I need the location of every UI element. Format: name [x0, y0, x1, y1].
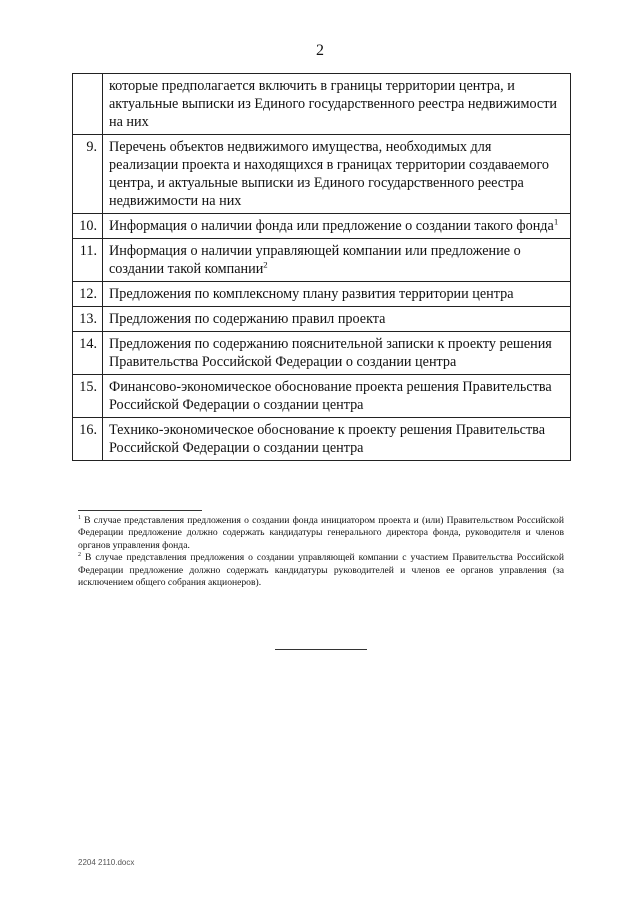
row-text-content: Предложения по комплексному плану развития территории центра — [109, 286, 514, 302]
footnote-ref: 1 — [553, 216, 559, 227]
row-number: 15. — [73, 375, 103, 418]
footnotes — [78, 515, 564, 589]
row-text-content: Информация о наличии фонда или предложение о создании такого фонда — [109, 218, 554, 234]
row-text — [103, 282, 571, 307]
row-number: 9. — [73, 135, 103, 214]
table-row — [73, 418, 571, 461]
row-text-content: Технико-экономическое обоснование к проекту решения Правительства Российской Федерации о создании центра — [109, 422, 545, 456]
table-row — [73, 375, 571, 418]
table-row — [73, 332, 571, 375]
row-text-content: Предложения по содержанию правил проекта — [109, 311, 386, 327]
footnote-text: В случае представления предложения о создании управляющей компании с участием Правительства Российской Федерации предложение должно содержать кандидатуры руководителей и членов ее органов управления (за исключением общего собрания акционеров). — [78, 552, 564, 589]
row-text — [103, 135, 571, 214]
row-text-content: Информация о наличии управляющей компании или предложение о создании такой компании — [109, 243, 521, 277]
table-row — [73, 135, 571, 214]
row-text-content: Предложения по содержанию пояснительной записки к проекту решения Правительства Российской Федерации о создании центра — [109, 336, 552, 370]
row-text-content: Финансово-экономическое обоснование проекта решения Правительства Российской Федерации о создании центра — [109, 379, 552, 413]
row-number: 14. — [73, 332, 103, 375]
footnotes-separator — [78, 510, 202, 511]
footnote-text: В случае представления предложения о создании фонда инициатором проекта и (или) Правительством Российской Федерации предложение должно содержать кандидатуры генерального директора фонда, руководителя и членов органов управления фонда. — [78, 515, 564, 551]
row-number: 10. — [73, 214, 103, 239]
row-text-content: которые предполагается включить в границы территории центра, и актуальные выписки из Единого государственного реестра недвижимости на них — [109, 78, 558, 130]
footnote — [78, 515, 564, 552]
row-number: 13. — [73, 307, 103, 332]
row-text — [103, 307, 571, 332]
row-number: 11. — [73, 239, 103, 282]
footnote — [78, 552, 564, 589]
footnote-mark: 2 — [78, 552, 81, 559]
page-number: 2 — [316, 42, 324, 59]
row-text — [103, 332, 571, 375]
footnote-ref: 2 — [263, 259, 268, 270]
row-text — [103, 239, 571, 282]
table-row — [73, 307, 571, 332]
table-row — [73, 239, 571, 282]
end-of-document-rule — [275, 649, 367, 650]
table-row — [73, 74, 571, 135]
row-number: 12. — [73, 282, 103, 307]
documents-table — [72, 73, 571, 461]
row-text — [103, 375, 571, 418]
row-text — [103, 74, 571, 135]
row-text — [103, 214, 571, 239]
row-text — [103, 418, 571, 461]
table-row — [73, 214, 571, 239]
table-row — [73, 282, 571, 307]
document-code: 2204 2110.docx — [78, 858, 135, 867]
footnote-mark: 1 — [78, 514, 81, 521]
row-number: 16. — [73, 418, 103, 461]
row-number — [73, 74, 103, 135]
row-text-content: Перечень объектов недвижимого имущества, необходимых для реализации проекта и находящихся в границах территории создаваемого центра, и актуальные выписки из Единого государственного реестра недвижимости на них — [109, 139, 550, 209]
